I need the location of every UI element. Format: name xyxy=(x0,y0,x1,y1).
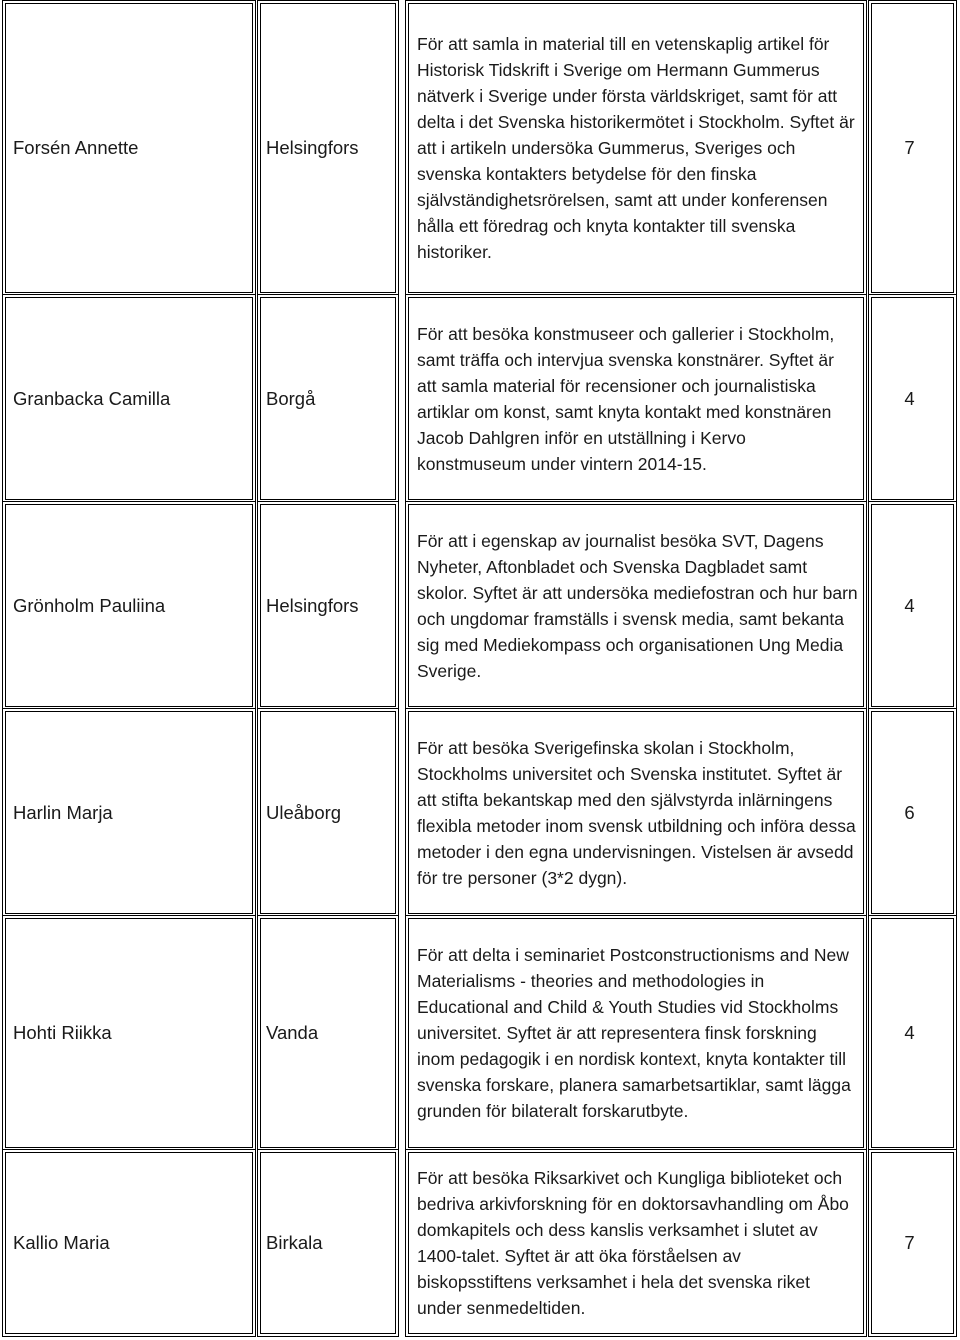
purpose-description-cell: För att besöka konstmuseer och gallerier i Stockholm, samt träffa och intervjua svenska konstnärer. Syftet är att samla material för recensioner och journalistiska artiklar om konst, samt knyta kontakt med konstnären Jacob Dahlgren inför en utställning i Kervo konstmuseum under vintern 2014-15. xyxy=(405,294,867,503)
table-row xyxy=(0,708,960,917)
days-cell: 4 xyxy=(868,915,957,1151)
purpose-description-cell: För att besöka Riksarkivet och Kungliga biblioteket och bedriva arkivforskning för en doktorsavhandling om Åbo domkapitels och dess kanslis verksamhet i slutet av 1400-talet. Syftet är att öka förståelsen av biskopsstiftens verksamhet i hela det svenska riket under senmedeltiden. xyxy=(405,1149,867,1337)
purpose-description-cell: För att samla in material till en vetenskaplig artikel för Historisk Tidskrift i Sverige om Hermann Gummerus nätverk i Sverige under första världskriget, samt för att delta i det Svenska historikermötet i Stockholm. Syftet är att i artikeln undersöka Gummerus, Sveriges och svenska kontakters betydelse för den finska självständighetsrörelsen, samt att under konferensen hålla ett föredrag och knyta kontakter till svenska historiker. xyxy=(405,0,867,296)
days-cell: 7 xyxy=(868,0,957,296)
days-cell: 4 xyxy=(868,294,957,503)
applicant-name-cell: Hohti Riikka xyxy=(2,915,256,1151)
purpose-description-cell: För att delta i seminariet Postconstructionisms and New Materialisms - theories and methodologies in Educational and Child & Youth Studies vid Stockholms universitet. Syftet är att representera finsk forskning inom pedagogik i en nordisk kontext, knyta kontakter till svenska forskare, planera samarbetsartiklar, samt lägga grunden för bilateralt forskarutbyte. xyxy=(405,915,867,1151)
days-cell: 4 xyxy=(868,501,957,710)
city-cell: Borgå xyxy=(257,294,399,503)
city-cell: Helsingfors xyxy=(257,501,399,710)
city-cell: Helsingfors xyxy=(257,0,399,296)
table-row xyxy=(0,0,960,296)
table-row xyxy=(0,915,960,1151)
applicant-name-cell: Kallio Maria xyxy=(2,1149,256,1337)
city-cell: Vanda xyxy=(257,915,399,1151)
days-cell: 7 xyxy=(868,1149,957,1337)
purpose-description-cell: För att besöka Sverigefinska skolan i Stockholm, Stockholms universitet och Svenska institutet. Syftet är att stifta bekantskap med den självstyrda inlärningens flexibla metoder inom svensk utbildning och införa dessa metoder i den egna undervisningen. Vistelsen är avsedd för tre personer (3*2 dygn). xyxy=(405,708,867,917)
table-row xyxy=(0,501,960,710)
city-cell: Birkala xyxy=(257,1149,399,1337)
applicant-name-cell: Forsén Annette xyxy=(2,0,256,296)
table-row xyxy=(0,294,960,503)
applicant-name-cell: Grönholm Pauliina xyxy=(2,501,256,710)
applicant-name-cell: Harlin Marja xyxy=(2,708,256,917)
days-cell: 6 xyxy=(868,708,957,917)
applicant-name-cell: Granbacka Camilla xyxy=(2,294,256,503)
city-cell: Uleåborg xyxy=(257,708,399,917)
table-row xyxy=(0,1149,960,1337)
purpose-description-cell: För att i egenskap av journalist besöka SVT, Dagens Nyheter, Aftonbladet och Svenska Dagbladet samt skolor. Syftet är att undersöka mediefostran och hur barn och ungdomar framställs i svensk media, samt bekanta sig med Mediekompass och organisationen Ung Media Sverige. xyxy=(405,501,867,710)
